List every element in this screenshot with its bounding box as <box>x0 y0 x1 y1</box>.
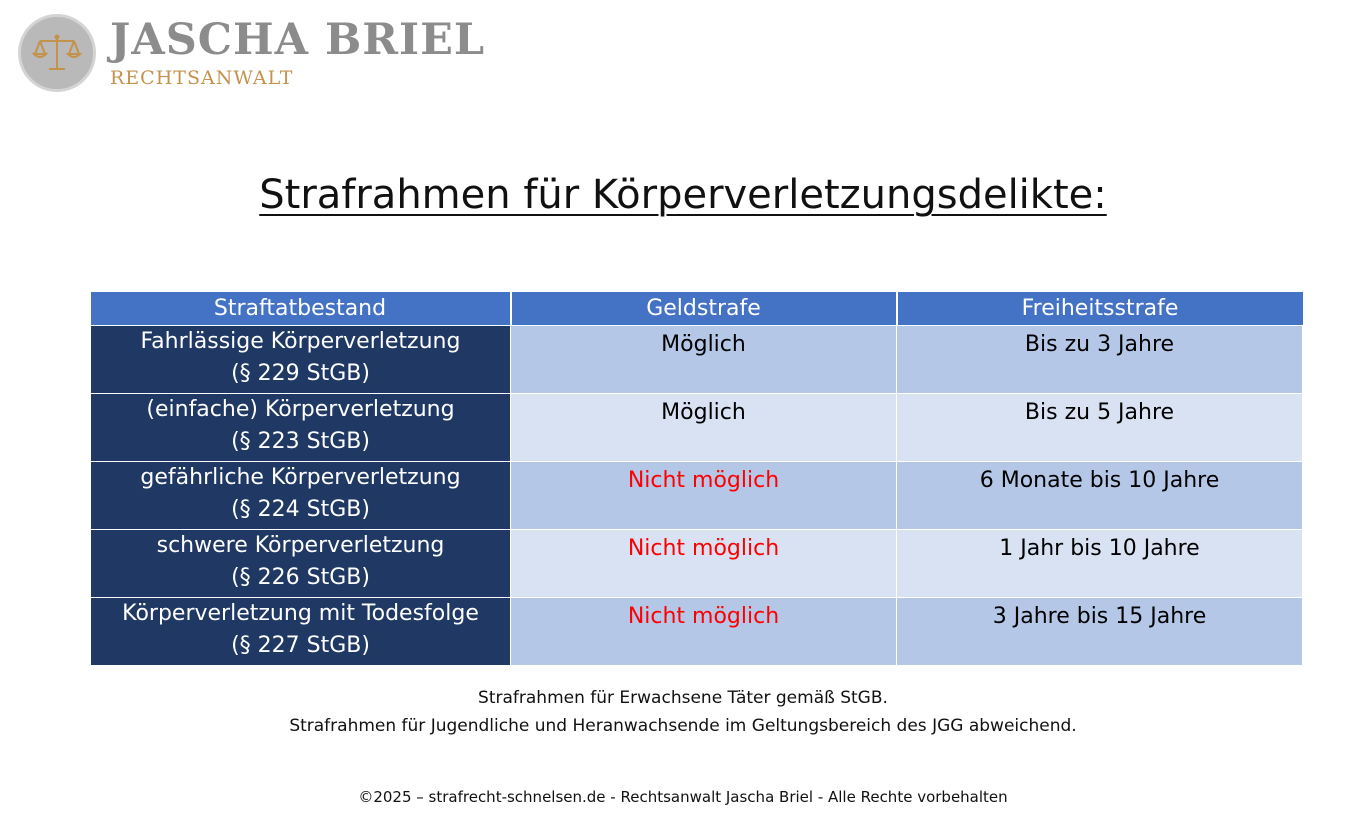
page-title: Strafrahmen für Körperverletzungsdelikte: <box>259 172 1107 218</box>
offense-cell <box>91 530 511 598</box>
offense-name: Fahrlässige Körperverletzung <box>140 329 461 354</box>
prison-cell: Bis zu 3 Jahre <box>897 326 1303 394</box>
fine-cell: Nicht möglich <box>511 530 897 598</box>
scales-icon <box>18 14 96 92</box>
offense-name: Körperverletzung mit Todesfolge <box>122 601 479 626</box>
footer-copyright: ©2025 – strafrecht-schnelsen.de - Rechtsanwalt Jascha Briel - Alle Rechte vorbehalten <box>358 788 1008 806</box>
note-juveniles: Strafrahmen für Jugendliche und Heranwachsende im Geltungsbereich des JGG abweichend. <box>289 716 1077 736</box>
notes <box>0 684 1366 740</box>
offense-name: schwere Körperverletzung <box>156 533 445 558</box>
offense-cell <box>91 326 511 394</box>
prison-cell: 3 Jahre bis 15 Jahre <box>897 598 1303 666</box>
offense-law: (§ 229 StGB) <box>231 361 370 386</box>
table-row <box>91 530 1303 598</box>
logo-name: JASCHA BRIEL <box>110 15 486 65</box>
table-header-row <box>91 292 1303 326</box>
fine-cell: Nicht möglich <box>511 598 897 666</box>
prison-cell: 1 Jahr bis 10 Jahre <box>897 530 1303 598</box>
prison-cell: Bis zu 5 Jahre <box>897 394 1303 462</box>
table-row <box>91 326 1303 394</box>
fine-cell: Möglich <box>511 394 897 462</box>
prison-cell: 6 Monate bis 10 Jahre <box>897 462 1303 530</box>
offense-law: (§ 227 StGB) <box>231 633 370 658</box>
fine-cell: Möglich <box>511 326 897 394</box>
fine-cell: Nicht möglich <box>511 462 897 530</box>
table-row <box>91 462 1303 530</box>
penalty-table <box>90 292 1303 666</box>
header-offense: Straftatbestand <box>91 292 511 326</box>
offense-cell <box>91 394 511 462</box>
header-fine: Geldstrafe <box>511 292 897 326</box>
note-adults: Strafrahmen für Erwachsene Täter gemäß StGB. <box>478 688 888 708</box>
table-row <box>91 394 1303 462</box>
offense-law: (§ 224 StGB) <box>231 497 370 522</box>
logo <box>18 14 485 92</box>
offense-cell <box>91 462 511 530</box>
offense-cell <box>91 598 511 666</box>
logo-subtitle: RECHTSANWALT <box>110 67 294 89</box>
offense-law: (§ 223 StGB) <box>231 429 370 454</box>
offense-name: gefährliche Körperverletzung <box>140 465 461 490</box>
offense-law: (§ 226 StGB) <box>231 565 370 590</box>
table-row <box>91 598 1303 666</box>
offense-name: (einfache) Körperverletzung <box>146 397 455 422</box>
header-prison: Freiheitsstrafe <box>897 292 1303 326</box>
